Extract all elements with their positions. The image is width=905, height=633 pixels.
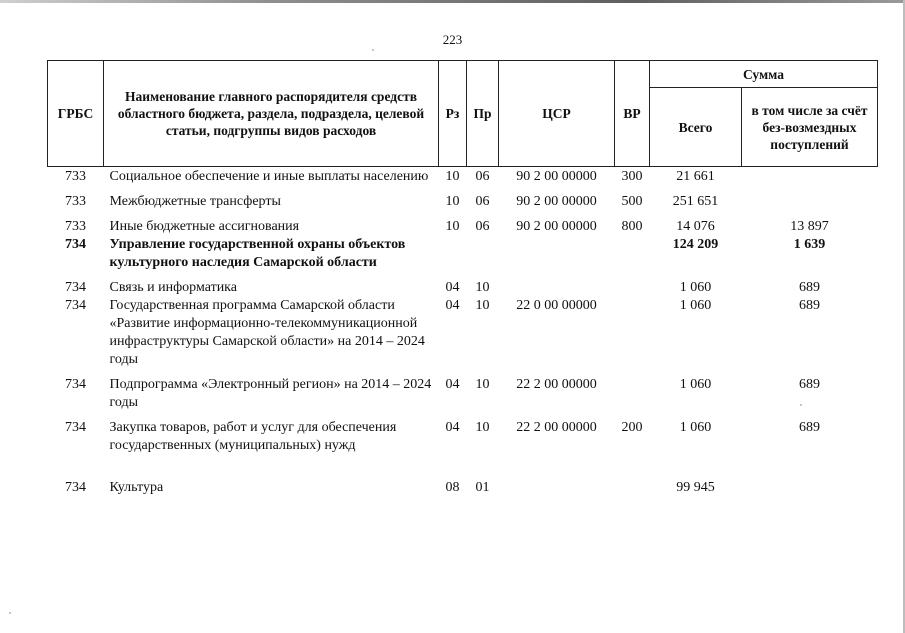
cell-csr bbox=[499, 279, 615, 297]
cell-rz: 10 bbox=[445, 169, 460, 184]
cell-total: 1 060 bbox=[679, 298, 712, 313]
header-grbs: ГРБС bbox=[48, 61, 104, 167]
table-body bbox=[48, 167, 878, 498]
table-header bbox=[48, 61, 878, 167]
cell-pr: 10 bbox=[475, 420, 490, 435]
cell-csr bbox=[499, 236, 615, 279]
cell-pr: 06 bbox=[475, 194, 490, 209]
cell-vr bbox=[615, 376, 650, 419]
page-number: 223 bbox=[442, 32, 463, 47]
cell-pr: 10 bbox=[475, 280, 490, 295]
cell-incl: 689 bbox=[799, 298, 820, 313]
cell-rz: 04 bbox=[445, 420, 460, 435]
header-name: Наименование главного распорядителя средств областного бюджета, раздела, подраздела, целевой статьи, подгруппы видов расходов bbox=[104, 61, 439, 167]
header-csr: ЦСР bbox=[499, 61, 615, 167]
cell-name: Иные бюджетные ассигнования bbox=[109, 219, 300, 234]
cell-name: Государственная программа Самарской области «Развитие информационно-телекоммуникационной инфраструктуры Самарской области» на 2014 – 2024 годы bbox=[109, 298, 425, 367]
cell-csr: 90 2 00 00000 bbox=[516, 219, 597, 234]
cell-grbs: 733 bbox=[65, 194, 86, 209]
cell-total: 1 060 bbox=[679, 377, 712, 392]
budget-table bbox=[47, 60, 878, 497]
cell-grbs: 733 bbox=[65, 169, 86, 184]
cell-total: 124 209 bbox=[672, 237, 719, 252]
cell-incl bbox=[742, 193, 878, 218]
table-row bbox=[48, 376, 878, 419]
table-row bbox=[48, 218, 878, 236]
cell-pr: 10 bbox=[475, 298, 490, 313]
cell-vr: 300 bbox=[621, 169, 643, 184]
cell-csr: 22 2 00 00000 bbox=[516, 420, 597, 435]
cell-rz bbox=[439, 236, 467, 279]
scan-speck bbox=[9, 612, 11, 614]
cell-rz: 10 bbox=[445, 194, 460, 209]
cell-csr: 90 2 00 00000 bbox=[516, 194, 597, 209]
cell-grbs: 734 bbox=[65, 298, 86, 313]
table-row-department bbox=[48, 236, 878, 279]
cell-grbs: 734 bbox=[65, 480, 86, 495]
header-incl: в том числе за счёт без-возмездных поступлений bbox=[742, 88, 878, 167]
header-rz: Рз bbox=[439, 61, 467, 167]
header-total: Всего bbox=[650, 88, 742, 167]
table-row bbox=[48, 297, 878, 376]
cell-incl: 1 639 bbox=[793, 237, 826, 252]
cell-total: 1 060 bbox=[679, 420, 712, 435]
cell-pr: 06 bbox=[475, 219, 490, 234]
cell-grbs: 734 bbox=[65, 237, 86, 252]
table-row bbox=[48, 279, 878, 297]
cell-incl bbox=[742, 479, 878, 497]
cell-rz: 04 bbox=[445, 298, 460, 313]
cell-csr: 22 0 00 00000 bbox=[516, 298, 597, 313]
cell-csr: 90 2 00 00000 bbox=[516, 169, 597, 184]
cell-csr: 22 2 00 00000 bbox=[516, 377, 597, 392]
cell-total: 21 661 bbox=[676, 169, 715, 184]
cell-vr: 800 bbox=[621, 219, 643, 234]
cell-name: Управление государственной охраны объектов культурного наследия Самарской области bbox=[109, 237, 406, 270]
scan-top-edge bbox=[0, 0, 905, 3]
cell-name: Подпрограмма «Электронный регион» на 2014 – 2024 годы bbox=[109, 377, 432, 410]
cell-incl: 13 897 bbox=[790, 219, 829, 234]
table-row bbox=[48, 167, 878, 194]
cell-vr: 200 bbox=[621, 420, 643, 435]
cell-grbs: 734 bbox=[65, 420, 86, 435]
cell-grbs: 734 bbox=[65, 280, 86, 295]
cell-pr: 06 bbox=[475, 169, 490, 184]
cell-rz: 04 bbox=[445, 377, 460, 392]
cell-name: Связь и информатика bbox=[109, 280, 237, 295]
header-sum: Сумма bbox=[650, 61, 878, 88]
cell-pr bbox=[467, 236, 499, 279]
table-row bbox=[48, 479, 878, 497]
cell-name: Закупка товаров, работ и услуг для обеспечения государственных (муниципальных) нужд bbox=[109, 420, 397, 453]
cell-vr: 500 bbox=[621, 194, 643, 209]
cell-total: 251 651 bbox=[672, 194, 719, 209]
header-pr: Пр bbox=[467, 61, 499, 167]
cell-incl bbox=[742, 167, 878, 194]
cell-grbs: 734 bbox=[65, 377, 86, 392]
cell-vr bbox=[615, 297, 650, 376]
cell-grbs: 733 bbox=[65, 219, 86, 234]
cell-rz: 08 bbox=[445, 480, 460, 495]
cell-total: 14 076 bbox=[676, 219, 715, 234]
cell-incl: 689 bbox=[799, 280, 820, 295]
cell-vr bbox=[615, 279, 650, 297]
table-row bbox=[48, 419, 878, 479]
cell-incl: 689 bbox=[799, 420, 820, 435]
cell-csr bbox=[499, 479, 615, 497]
scan-speck bbox=[372, 49, 374, 51]
cell-pr: 10 bbox=[475, 377, 490, 392]
cell-name: Социальное обеспечение и иные выплаты населению bbox=[109, 169, 429, 184]
cell-name: Межбюджетные трансферты bbox=[109, 194, 281, 209]
cell-total: 1 060 bbox=[679, 280, 712, 295]
cell-name: Культура bbox=[109, 480, 164, 495]
cell-pr: 01 bbox=[475, 480, 490, 495]
cell-rz: 10 bbox=[445, 219, 460, 234]
cell-rz: 04 bbox=[445, 280, 460, 295]
cell-total: 99 945 bbox=[676, 480, 715, 495]
table-row bbox=[48, 193, 878, 218]
header-vr: ВР bbox=[615, 61, 650, 167]
cell-incl: 689 bbox=[799, 377, 820, 392]
cell-vr bbox=[615, 236, 650, 279]
cell-vr bbox=[615, 479, 650, 497]
